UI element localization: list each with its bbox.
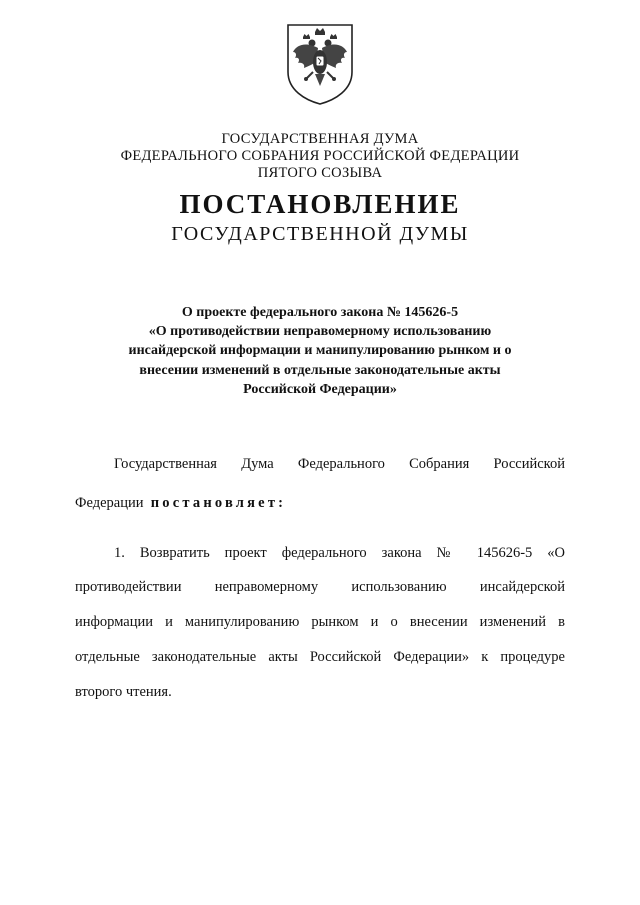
- preamble-text-2: [75, 495, 565, 512]
- preamble-federation: Федерации: [75, 495, 144, 511]
- item1-text-5: второго чтения.: [75, 684, 172, 700]
- item1-line-5: [75, 684, 565, 701]
- document-subtitle: ГОСУДАРСТВЕННОЙ ДУМЫ: [171, 223, 469, 245]
- subject-line-2: «О противодействии неправомерному использованию: [148, 324, 492, 339]
- item1-text-3: информации и манипулированию рынком и о внесении изменений в: [75, 614, 565, 630]
- preamble-line-1: [114, 456, 565, 473]
- subject-line-4: внесении изменений в отдельные законодательные акты: [139, 363, 501, 378]
- item1-line-1: [114, 545, 565, 562]
- preamble-text-1: Государственная Дума Федерального Собрания Российской: [114, 456, 565, 472]
- coat-of-arms-icon: [285, 22, 355, 106]
- item1-line-2: [75, 579, 565, 596]
- document-title: ПОСТАНОВЛЕНИЕ: [179, 189, 461, 219]
- item1-line-3: [75, 614, 565, 631]
- header-line-federal-assembly: ФЕДЕРАЛЬНОГО СОБРАНИЯ РОССИЙСКОЙ ФЕДЕРАЦИИ: [120, 148, 520, 164]
- item1-text-2: противодействии неправомерному использованию инсайдерской: [75, 579, 565, 595]
- item1-text-4: отдельные законодательные акты Российской Федерации» к процедуре: [75, 649, 565, 665]
- item1-text-1: 1. Возвратить проект федерального закона № 145626-5 «О: [114, 545, 565, 561]
- subject-line-1: О проекте федерального закона № 145626-5: [181, 305, 459, 320]
- subject-line-5: Российской Федерации»: [243, 382, 397, 397]
- preamble-resolves: постановляет:: [150, 495, 287, 511]
- item1-line-4: [75, 649, 565, 666]
- preamble-line-2: [75, 495, 565, 512]
- header-line-convocation: ПЯТОГО СОЗЫВА: [257, 165, 383, 181]
- subject-line-3: инсайдерской информации и манипулированию рынком и о: [128, 343, 512, 358]
- header-line-duma: ГОСУДАРСТВЕННАЯ ДУМА: [221, 131, 419, 147]
